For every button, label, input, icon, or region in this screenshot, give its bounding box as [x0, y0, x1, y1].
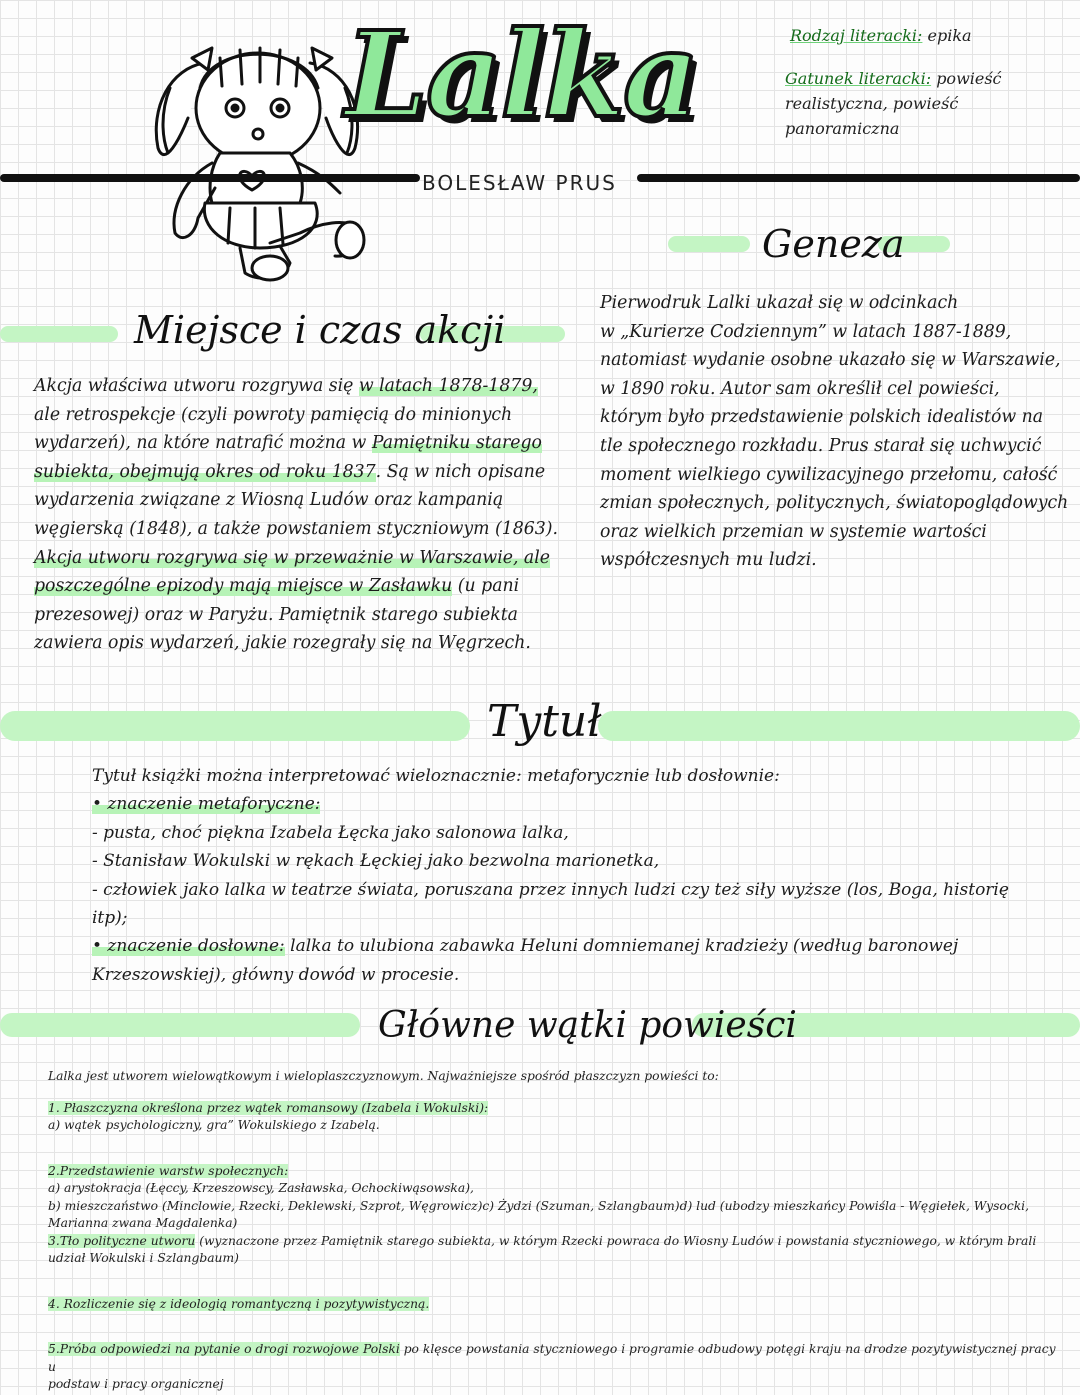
text-line: - Stanisław Wokulski w rękach Łęckiej jako bezwolna marionetka, [92, 851, 660, 872]
geneza-line: w „Kurierze Codziennym” w latach 1887-1889, [600, 321, 1012, 342]
highlight: 3.Tło polityczne utworu [48, 1233, 196, 1248]
highlight: • znaczenie metaforyczne: [92, 794, 321, 815]
text-line: a) wątek psychologiczny, gra” Wokulskiego z Izabelą. [48, 1118, 380, 1132]
tytul-heading: Tytuł [487, 696, 602, 747]
highlight: w latach 1878-1879, [358, 376, 538, 396]
doll-illustration [150, 18, 370, 283]
text-line: . Są w nich opisane [375, 461, 546, 482]
geneza-line: w 1890 roku. Autor sam określił cel powieści, [600, 378, 1000, 399]
literary-genre-value-2: realistyczna, powieść panoramiczna [785, 94, 959, 138]
highlight: 5.Próba odpowiedzi na pytanie o drogi rozwojowe Polski [48, 1342, 400, 1356]
highlight: subiekta, obejmują okres od roku 1837 [34, 461, 376, 482]
literary-kind-value: epika [927, 26, 972, 45]
text-line: itp); [92, 908, 128, 929]
text-line: udział Wokulski i Szlangbaum) [48, 1251, 239, 1265]
highlight: Pamiętniku starego [371, 433, 542, 454]
text-line: po klęsce powstania styczniowego i programie odbudowy potęgi kraju na drodze pozytywistycznej pracy u [48, 1342, 1056, 1374]
literary-genre-label: Gatunek literacki: [785, 69, 932, 88]
geneza-bar-left [668, 236, 750, 252]
geneza-heading: Geneza [762, 222, 905, 266]
miejsce-heading: Miejsce i czas akcji [134, 308, 506, 352]
text-line: - pusta, choć piękna Izabela Łęcka jako salonowa lalka, [92, 822, 569, 843]
geneza-line: moment wielkiego cywilizacyjnego przełomu, całość [600, 464, 1058, 485]
geneza-line: Pierwodruk Lalki ukazał się w odcinkach [600, 293, 959, 313]
highlight: poszczególne epizody mają miejsce w Zasławku [34, 576, 453, 597]
title-rule-left [0, 174, 420, 182]
geneza-line: oraz wielkich przemian w systemie wartości [600, 521, 987, 542]
literary-kind-label: Rodzaj literacki: [790, 26, 923, 45]
geneza-text [600, 289, 1070, 575]
watki-text [48, 1068, 1058, 1394]
text-line: - człowiek jako lalka w teatrze świata, poruszana przez innych ludzi czy też siły wyższe (los, Boga, historię [92, 879, 1009, 900]
highlight: 2.Przedstawienie warstw społecznych: [48, 1163, 289, 1178]
geneza-line: tle społecznego rozkładu. Prus starał się uchwycić [600, 435, 1042, 456]
text-line: Krzeszowskiej), główny dowód w procesie. [92, 964, 460, 985]
text-line: Tytuł książki można interpretować wieloznacznie: metaforycznie lub dosłownie: [92, 766, 780, 786]
text-line: b) mieszczaństwo (Minclowie, Rzecki, Deklewski, Szprot, Węgrowicz)c) Żydzi (Szuman, Szlangbaum)d) lud (ubodzy mieszkańcy Powiśla - Węgiełek, Wysocki, [48, 1198, 1030, 1213]
geneza-line: którym było przedstawienie polskich idealistów na [600, 407, 1044, 428]
literary-genre-value-1: powieść [936, 69, 1002, 88]
text-line: Akcja właściwa utworu rozgrywa się [34, 376, 359, 396]
text-line: węgierską (1848), a także powstaniem styczniowym (1863). [34, 518, 558, 539]
tytul-text [92, 762, 1067, 989]
geneza-line: współczesnych mu ludzi. [600, 550, 817, 571]
text-line: lalka to ulubiona zabawka Heluni domniemanej kradzieży (według baronowej [284, 936, 959, 957]
geneza-line: natomiast wydanie osobne ukazało się w Warszawie, [600, 350, 1061, 371]
text-line: podstaw i pracy organicznej [48, 1377, 224, 1391]
text-line: wydarzeń), na które natrafić można w [34, 433, 372, 454]
watki-heading: Główne wątki powieści [378, 1005, 797, 1046]
literary-genre [785, 66, 1075, 141]
literary-kind [790, 26, 972, 45]
text-line: a) arystokracja (Łęccy, Krzeszowscy, Zasławska, Ochockiwąsowska), [48, 1181, 474, 1195]
text-line: Lalka jest utworem wielowątkowym i wieloplaszczyznowym. Najważniejsze spośród płaszczyzn powieści to: [48, 1069, 719, 1083]
highlight: 4. Rozliczenie się z ideologią romantyczną i pozytywistyczną. [48, 1296, 430, 1311]
text-line: ale retrospekcje (czyli powroty pamięcią do minionych [34, 404, 513, 425]
watki-bar-left [0, 1013, 360, 1037]
highlight: Akcja utworu rozgrywa się w przeważnie w Warszawie, ale [34, 547, 550, 568]
text-line: prezesowej) oraz w Paryżu. Pamiętnik starego subiekta [34, 604, 518, 625]
page-title: Lalka [345, 5, 698, 144]
miejsce-bar-left [0, 326, 118, 342]
title-rule-right [637, 174, 1080, 182]
tytul-bar-right [598, 711, 1080, 741]
tytul-bar-left [0, 711, 470, 741]
highlight: 1. Płaszczyzna określona przez wątek romansowy (Izabela i Wokulski): [48, 1100, 489, 1115]
geneza-line: zmian społecznych, politycznych, światopoglądowych [600, 493, 1069, 514]
highlight: • znaczenie dosłowne: [92, 936, 285, 957]
miejsce-text [34, 372, 589, 658]
text-line: zawiera opis wydarzeń, jakie rozegrały się na Węgrzech. [34, 633, 531, 654]
text-line: (wyznaczone przez Pamiętnik starego subiekta, w którym Rzecki powraca do Wiosny Ludów i powstania styczniowego, w którym brali [195, 1233, 1037, 1248]
text-line: wydarzenia związane z Wiosną Ludów oraz kampanią [34, 490, 504, 511]
text-line: Marianna zwana Magdalenka) [48, 1216, 238, 1230]
text-line: (u pani [452, 576, 520, 597]
author-name: BOLESŁAW PRUS [422, 171, 617, 195]
